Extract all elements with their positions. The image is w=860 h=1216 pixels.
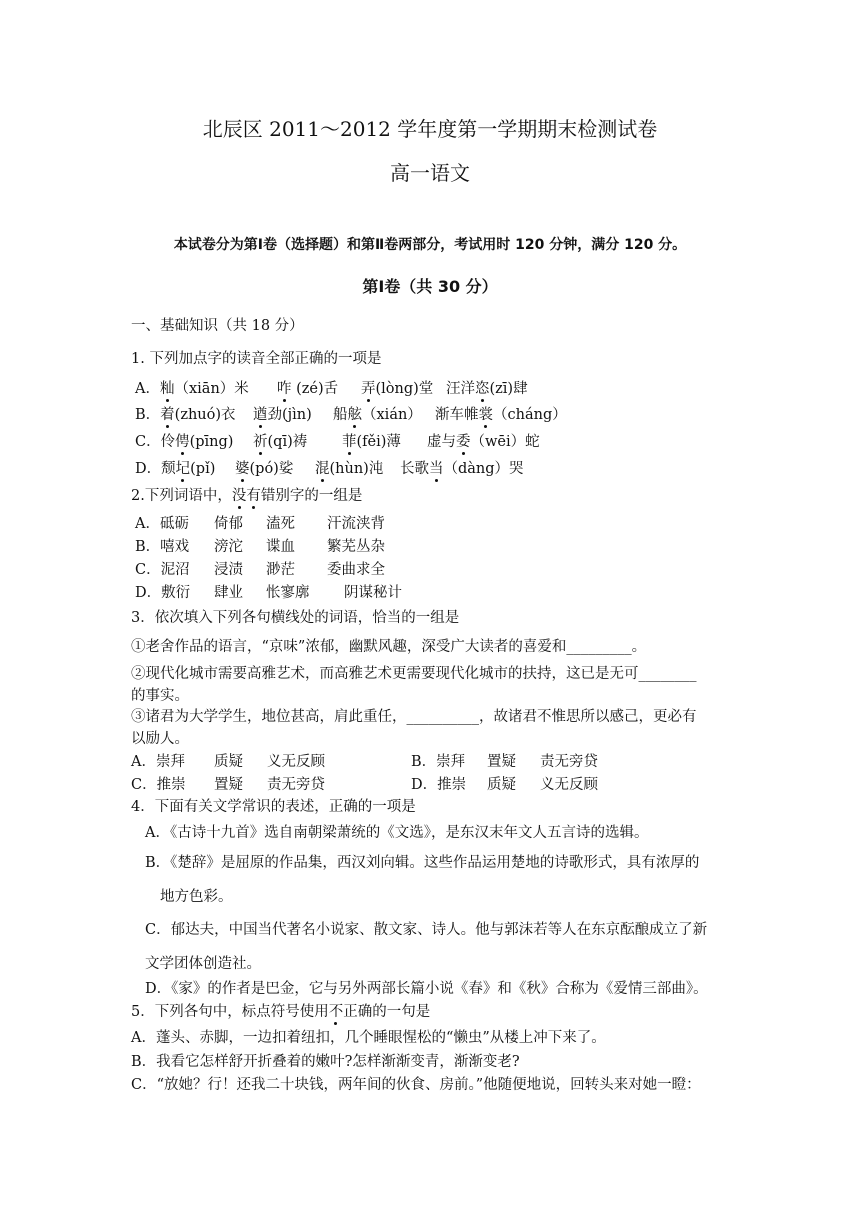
question-1-option-c: C．伶俜(pīng) 祈(qī)祷 菲(fěi)薄 虚与委（wēi）蛇 (135, 434, 540, 450)
question-1-option-a: A．籼（xiān）米 咋 (zé)舌 弄(lòng)堂 汪洋恣(zī)肆 (135, 381, 528, 397)
emphasis-char: 混 (315, 461, 330, 477)
emphasis-char: 没 (231, 488, 247, 504)
emphasis-char: 祈 (253, 434, 268, 450)
question-4-option-a: A．《古诗十九首》选自南朝梁萧统的《文选》，是东汉末年文人五言诗的选辑。 (145, 825, 649, 841)
question-3-option-d: D．推崇 质疑 义无反顾 (411, 777, 598, 793)
question-4-option-d: D．《家》的作者是巴金，它与另外两部长篇小说《春》和《秋》合称为《爱情三部曲》。 (145, 981, 708, 997)
question-4-option-c-cont: 文学团体创造社。 (145, 956, 261, 972)
question-2-option-b: B．嘻戏 滂沱 谍血 繁芜丛杂 (135, 539, 385, 555)
question-5-option-c: C．“放她？行！还我二十块钱，两年间的伙食、房前。”他随便地说，回转头来对她一瞪： (131, 1077, 701, 1093)
question-3-sentence-2-cont: 的事实。 (131, 688, 189, 704)
question-4-option-b-cont: 地方色彩。 (160, 889, 233, 905)
question-4-option-c: C．郁达夫，中国当代著名小说家、散文家、诗人。他与郭沫若等人在东京酝酿成立了新 (145, 922, 708, 938)
question-3-sentence-3-cont: 以励人。 (131, 731, 189, 747)
emphasis-char: 遒 (253, 407, 268, 423)
question-3-option-c: C．推崇 置疑 责无旁贷 (131, 777, 325, 793)
question-2-option-a: A．砥砺 倚郁 溘死 汗流浃背 (135, 516, 385, 532)
question-5-stem: 5．下列各句中，标点符号使用不正确的一句是 (131, 1004, 431, 1020)
question-2-option-d: D．敷衍 肆业 怅寥廓 阴谋秘计 (135, 585, 402, 601)
emphasis-char: 菲 (342, 434, 357, 450)
emphasis-char: 弄 (361, 381, 376, 397)
subject-title: 高一语文 (390, 161, 470, 185)
emphasis-char: 籼 (159, 381, 175, 397)
question-3-stem: 3．依次填入下列各句横线处的词语，恰当的一组是 (131, 610, 460, 626)
emphasis-char: 有 (246, 488, 261, 504)
emphasis-char: 舷 (347, 407, 362, 423)
emphasis-char: 咋 (277, 381, 292, 397)
question-4-stem: 4．下面有关文学常识的表述，正确的一项是 (131, 799, 416, 815)
exam-instructions: 本试卷分为第Ⅰ卷（选择题）和第Ⅱ卷两部分，考试用时 120 分钟，满分 120 分。 (173, 237, 687, 253)
emphasis-char: 圮 (175, 461, 191, 477)
question-3-sentence-3: ③诸君为大学学生，地位甚高，肩此重任，__________，故诸君不惟思所以感己，更必有 (131, 709, 697, 725)
emphasis-char: 恣 (475, 381, 490, 397)
question-3-sentence-1: ①老舍作品的语言，“京味”浓郁，幽默风趣，深受广大读者的喜爱和_________。 (131, 639, 647, 655)
emphasis-char: 着 (160, 407, 175, 423)
question-1-stem: 1. 下列加点字的读音全部正确的一项是 (131, 351, 382, 367)
question-3-sentence-2: ②现代化城市需要高雅艺术，而高雅艺术更需要现代化城市的扶持，这已是无可________ (131, 666, 697, 682)
question-2-stem: 2.下列词语中，没有错别字的一组是 (131, 488, 363, 504)
emphasis-char: 裳 (478, 407, 493, 423)
exam-title: 北辰区 2011～2012 学年度第一学期期末检测试卷 (202, 117, 658, 141)
question-5-option-a: A．蓬头、赤脚，一边扣着纽扣，几个睡眼惺松的“懒虫”从楼上冲下来了。 (131, 1030, 606, 1046)
emphasis-char: 婆 (235, 461, 250, 477)
emphasis-char: 俜 (175, 434, 190, 450)
volume-heading: 第Ⅰ卷（共 30 分） (362, 277, 498, 296)
question-2-option-c: C．泥沼 浸渍 渺茫 委曲求全 (135, 562, 385, 578)
question-4-option-b: B．《楚辞》是屈原的作品集，西汉刘向辑。这些作品运用楚地的诗歌形式，具有浓厚的 (145, 855, 700, 871)
section-heading: 一、基础知识（共 18 分） (131, 318, 304, 334)
question-5-option-b: B．我看它怎样舒开折叠着的嫩叶?怎样渐渐变青，渐渐变老? (131, 1054, 520, 1070)
question-1-option-b: B．着(zhuó)衣 遒劲(jìn) 船舷（xián） 渐车帷裳（cháng） (135, 407, 567, 423)
emphasis-char: 委 (456, 434, 471, 450)
question-3-option-b: B．崇拜 置疑 责无旁贷 (411, 754, 598, 770)
emphasis-char: 不 (328, 1004, 344, 1020)
question-1-option-d: D．颓圮(pǐ) 婆(pó)娑 混(hùn)沌 长歌当（dàng）哭 (135, 461, 524, 477)
emphasis-char: 当 (429, 461, 444, 477)
question-3-option-a: A．崇拜 质疑 义无反顾 (131, 754, 325, 770)
